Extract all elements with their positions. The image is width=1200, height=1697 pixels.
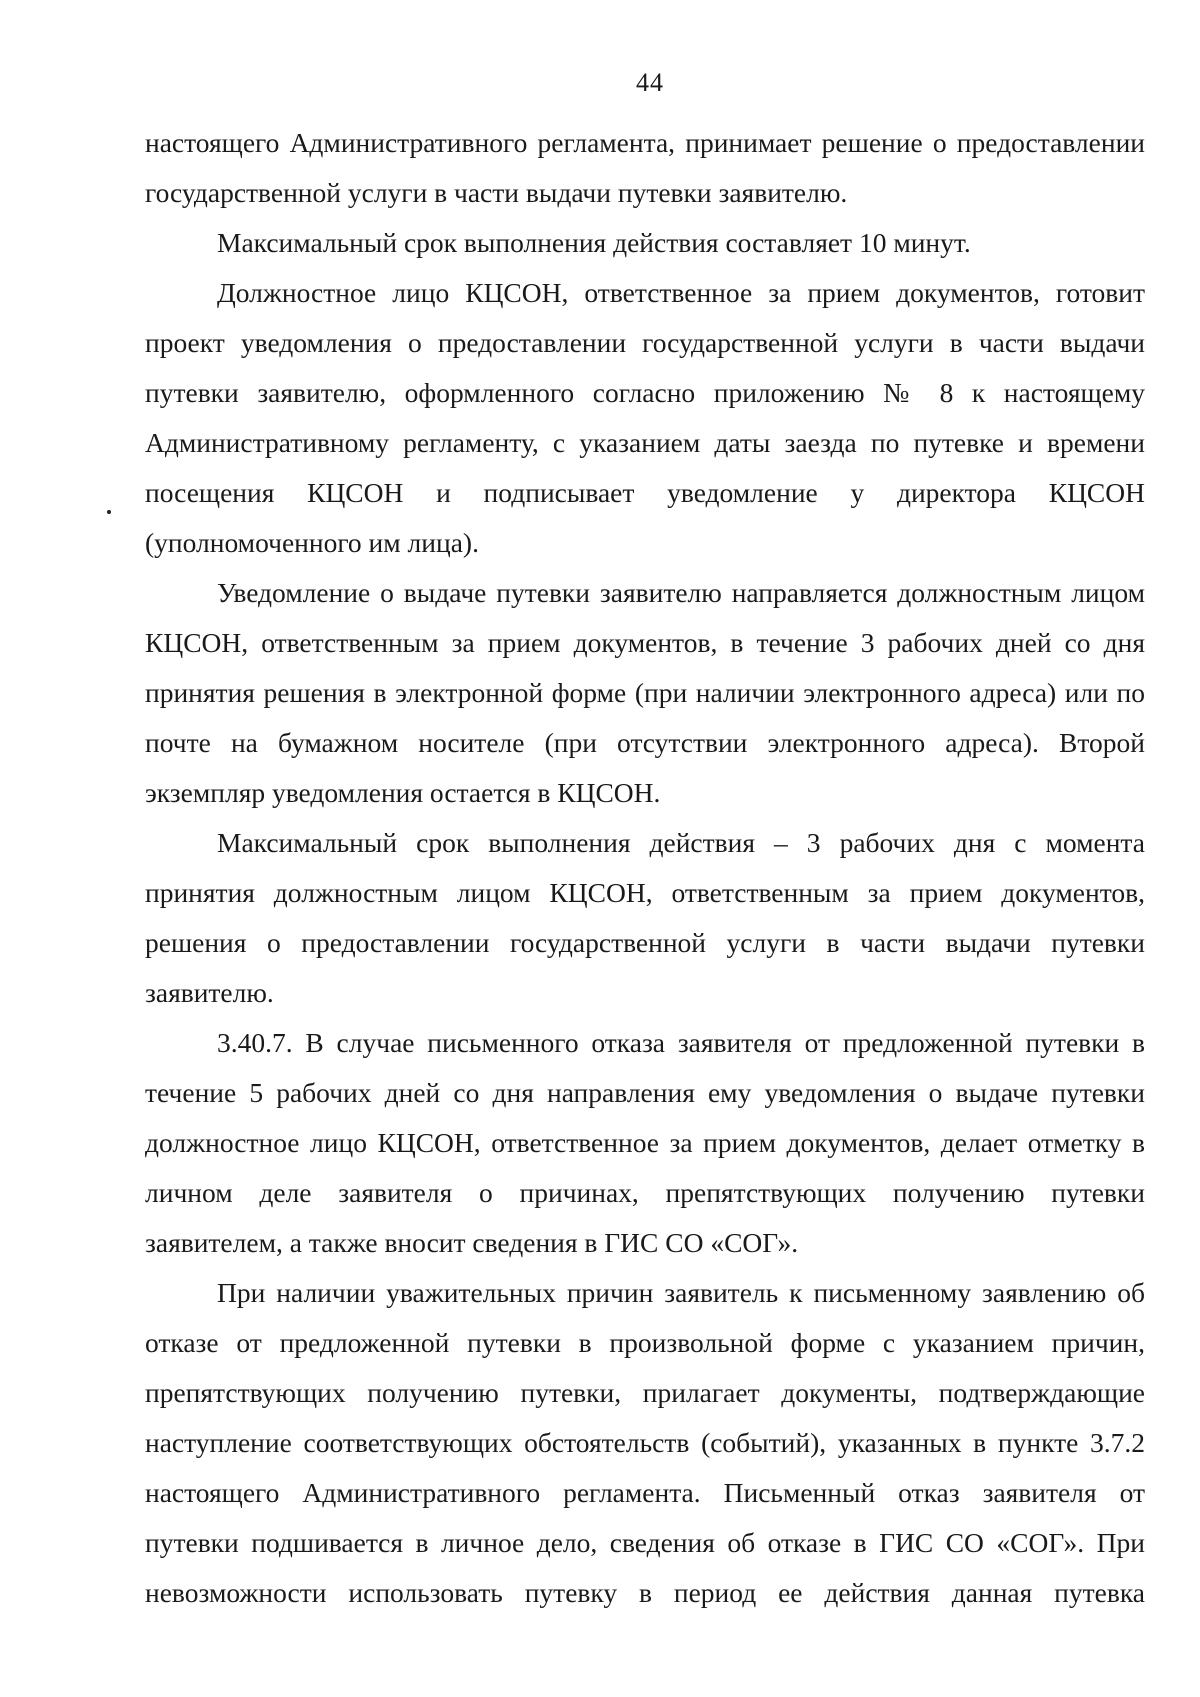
paragraph-notification-draft: Должностное лицо КЦСОН, ответственное за прием документов, готовит проект уведомления о предоставлении государственной услуги в части выдачи путевки заявителю, оформленного согласно приложению № 8 к настоящему Административному регламенту, с указанием даты заезда по путевке и времени посещения КЦСОН и подписывает уведомление у директора КЦСОН (уполномоченного им лица). <box>145 277 1145 558</box>
paragraph-continuation: настоящего Административного регламента, принимает решение о предоставлении государственной услуги в части выдачи путевки заявителю. <box>145 127 1145 208</box>
paragraph-valid-reasons: При наличии уважительных причин заявитель к письменному заявлению об отказе от предложенной путевки в произвольной форме с указанием причин, препятствующих получению путевки, прилагает документы, подтверждающие наступление соответствующих обстоятельств (событий), указанных в пункте 3.7.2 настоящего Административного регламента. Письменный отказ заявителя от путевки подшивается в личное дело, сведения об отказе в ГИС СО «СОГ». При невозможности использовать путевку в период ее действия данная путевка <box>145 1277 1145 1608</box>
paragraph-notification-sending: Уведомление о выдаче путевки заявителю направляется должностным лицом КЦСОН, ответственным за прием документов, в течение 3 рабочих дней со дня принятия решения в электронной форме (при наличии электронного адреса) или по почте на бумажном носителе (при отсутствии электронного адреса). Второй экземпляр уведомления остается в КЦСОН. <box>145 577 1145 808</box>
document-body <box>145 118 1145 1618</box>
page-number: 44 <box>636 68 664 97</box>
scan-speck <box>107 510 111 514</box>
paragraph-3-40-7: 3.40.7. В случае письменного отказа заявителя от предложенной путевки в течение 5 рабочих дней со дня направления ему уведомления о выдаче путевки должностное лицо КЦСОН, ответственное за прием документов, делает отметку в личном деле заявителя о причинах, препятствующих получению путевки заявителем, а также вносит сведения в ГИС СО «СОГ». <box>145 1027 1145 1258</box>
paragraph-max-time-10min: Максимальный срок выполнения действия составляет 10 минут. <box>217 227 971 258</box>
paragraph-max-time-3days: Максимальный срок выполнения действия – 3 рабочих дня с момента принятия должностным лицом КЦСОН, ответственным за прием документов, решения о предоставлении государственной услуги в части выдачи путевки заявителю. <box>145 827 1145 1008</box>
